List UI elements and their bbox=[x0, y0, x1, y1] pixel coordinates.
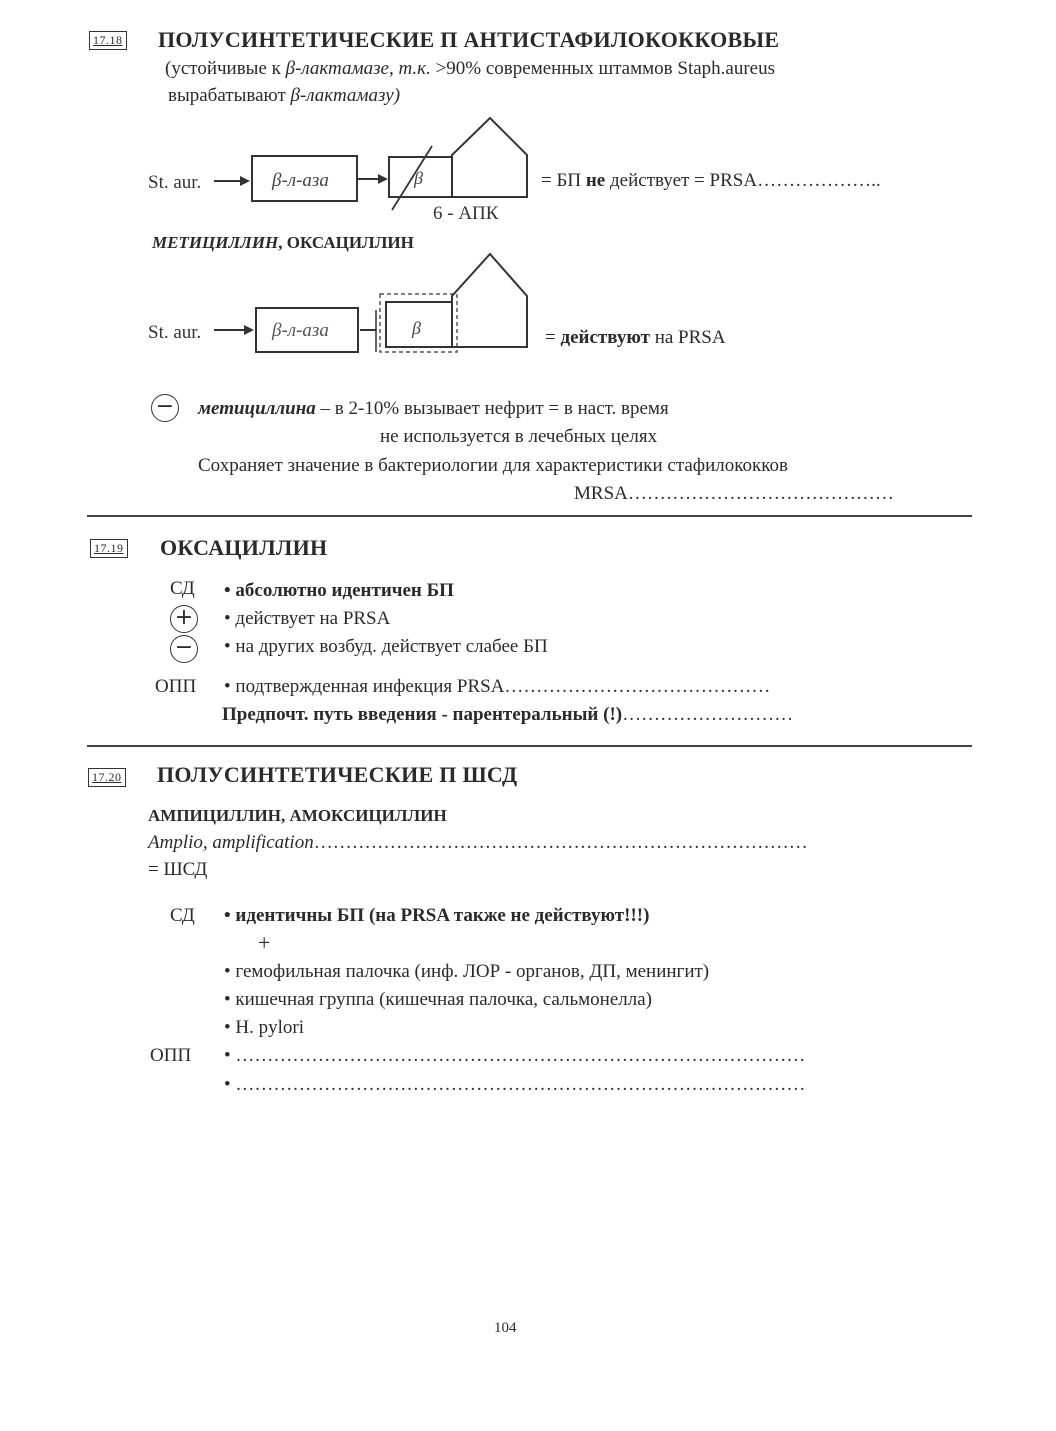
result-prefix: = bbox=[545, 327, 561, 348]
mrsa-line: MRSA…………………………………… bbox=[574, 483, 894, 504]
result-emphasis: действуют bbox=[560, 327, 650, 348]
diagram1-result bbox=[541, 170, 881, 192]
arrow-head bbox=[240, 176, 250, 186]
opp-dotted-line-1: • ……………………………………………………………………………… bbox=[224, 1045, 806, 1066]
arrow-head bbox=[378, 174, 388, 184]
ampicillin-bullet-2: • гемофильная палочка (инф. ЛОР - органов, ДП, менингит) bbox=[224, 961, 710, 982]
oxacillin-route-line bbox=[222, 704, 793, 726]
route-text: Предпочт. путь введения - парентеральный (!) bbox=[222, 704, 623, 725]
bacteriology-note: Сохраняет значение в бактериологии для характеристики стафилококков bbox=[198, 455, 788, 476]
diagram2-beta-label: β bbox=[412, 318, 421, 338]
ampicillin-bullet-3: • кишечная группа (кишечная палочка, сальмонелла) bbox=[224, 989, 653, 1010]
methicillin-note-text: – в 2-10% вызывает нефрит = в наст. время bbox=[320, 398, 669, 419]
result-text: действует = PRSA bbox=[605, 170, 758, 191]
section-divider bbox=[87, 515, 972, 517]
diagram1-apk-label: 6 - АПК bbox=[433, 203, 499, 224]
opp-label: ОПП bbox=[155, 676, 197, 697]
methicillin-name: МЕТИЦИЛЛИН bbox=[152, 233, 279, 252]
amplio-dots: …………………………………………………………………… bbox=[313, 832, 808, 853]
result-negation: не bbox=[585, 170, 606, 191]
ampicillin-bullet-4: • H. pylori bbox=[224, 1017, 305, 1038]
oxacillin-bullet-3: • на других возбуд. действует слабее БП bbox=[224, 636, 548, 657]
result-prefix: = БП bbox=[541, 170, 586, 191]
diagram-penicillinase-resistant bbox=[0, 240, 1056, 370]
ampicillin-drug-names: АМПИЦИЛЛИН, АМОКСИЦИЛЛИН bbox=[148, 806, 447, 825]
thiazolidine-ring-shape bbox=[452, 118, 527, 197]
subtitle-text: вырабатывают bbox=[168, 85, 291, 106]
diagram1-st-aur-label: St. aur. bbox=[148, 172, 202, 193]
plus-sign: + bbox=[258, 930, 271, 955]
opp-label: ОПП bbox=[150, 1045, 192, 1066]
section-number-17-19: 17.19 bbox=[90, 539, 128, 558]
minus-circle-icon: − bbox=[170, 635, 198, 663]
page-number: 104 bbox=[494, 1320, 517, 1336]
amplio-text: Amplio, amplification bbox=[148, 832, 314, 853]
sd-label: СД bbox=[170, 578, 195, 599]
section-title-17-19: ОКСАЦИЛЛИН bbox=[160, 535, 328, 560]
thiazolidine-ring-shape bbox=[452, 254, 527, 347]
route-dots: ……………………… bbox=[622, 704, 794, 725]
cross-out-line bbox=[392, 146, 432, 210]
subtitle-italic: β-лактамазу) bbox=[290, 85, 401, 106]
diagram2-st-aur-label: St. aur. bbox=[148, 322, 202, 343]
oxacillin-bullet-4: • подтвержденная инфекция PRSA…………………………………… bbox=[224, 676, 771, 697]
oxacillin-bullet-2: • действует на PRSA bbox=[224, 608, 391, 629]
subtitle-text-end: >90% современных штаммов Staph.aureus bbox=[430, 58, 775, 79]
section-title-17-18: ПОЛУСИНТЕТИЧЕСКИЕ П АНТИСТАФИЛОКОККОВЫЕ bbox=[158, 27, 780, 52]
methicillin-note-line-1 bbox=[198, 398, 669, 420]
wide-spectrum-eq: = ШСД bbox=[148, 859, 208, 880]
diagram1-enzyme-label: β-л-аза bbox=[272, 170, 329, 191]
diagram-beta-lactamase-attack bbox=[0, 0, 1056, 240]
opp-dotted-line-2: • ……………………………………………………………………………… bbox=[224, 1074, 806, 1095]
section-title-17-20: ПОЛУСИНТЕТИЧЕСКИЕ П ШСД bbox=[157, 762, 518, 787]
result-dots: ……………….. bbox=[757, 170, 881, 191]
diagram2-enzyme-label: β-л-аза bbox=[272, 320, 329, 341]
arrow-head bbox=[244, 325, 254, 335]
plus-circle-icon: + bbox=[170, 605, 198, 633]
minus-circle-icon: − bbox=[151, 394, 179, 422]
diagram1-beta-label: β bbox=[414, 168, 423, 188]
subtitle-italic: β-лактамазе, т.к. bbox=[285, 58, 431, 79]
sd-label: СД bbox=[170, 905, 195, 926]
section-number-17-18: 17.18 bbox=[89, 31, 127, 50]
amplio-line bbox=[148, 832, 808, 854]
oxacillin-name: , ОКСАЦИЛЛИН bbox=[278, 233, 414, 252]
ampicillin-bullet-1: • идентичны БП (на PRSA также не действуют!!!) bbox=[224, 905, 650, 926]
result-text: на PRSA bbox=[649, 327, 726, 348]
diagram2-result bbox=[545, 327, 726, 349]
methicillin-label: метициллина bbox=[198, 398, 316, 419]
oxacillin-bullet-1: • абсолютно идентичен БП bbox=[224, 580, 454, 601]
section-divider bbox=[87, 745, 972, 747]
methicillin-note-line-2: не используется в лечебных целях bbox=[380, 426, 658, 447]
section-number-17-20: 17.20 bbox=[88, 768, 126, 787]
subtitle-text: (устойчивые к bbox=[165, 58, 286, 79]
